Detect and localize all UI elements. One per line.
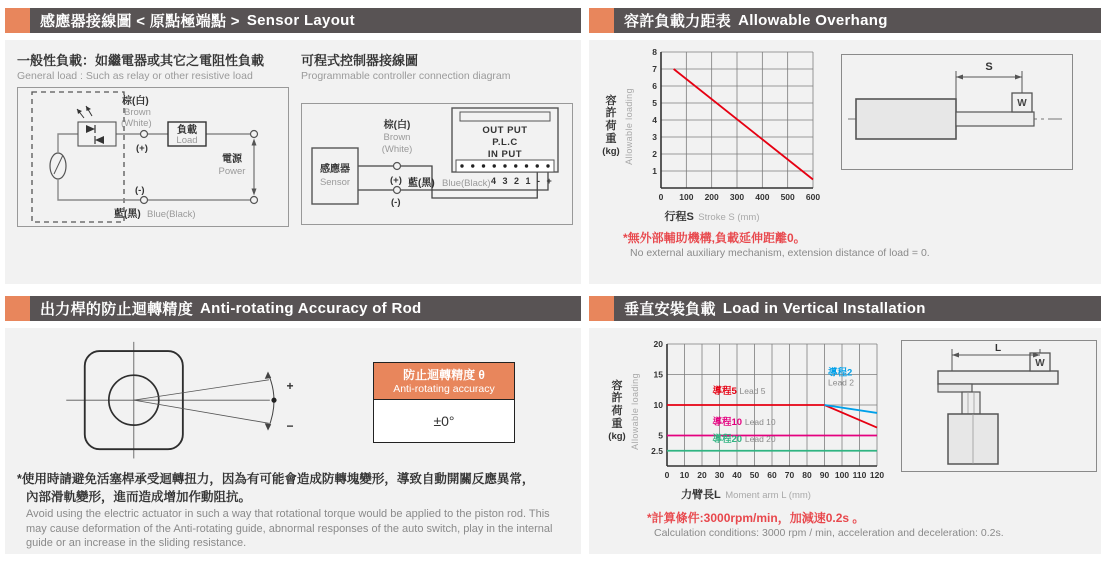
general-load-column: [17, 50, 289, 227]
accuracy-header-zh: 防止迴轉精度 θ: [403, 368, 485, 382]
vertical-ylabel-zh: 容許荷重: [611, 379, 623, 430]
svg-text:0: 0: [664, 470, 670, 480]
svg-text:導程2: 導程2: [828, 367, 853, 379]
section-title-zh: 容許負載力距表: [624, 13, 732, 30]
brown-label-en1: Brown: [383, 132, 411, 143]
general-load-circuit-diagram: [18, 88, 286, 226]
section-title-en: Anti-rotating Accuracy of Rod: [200, 300, 422, 317]
plus-rotation-label: +: [286, 378, 294, 393]
accent-square-icon: [589, 296, 614, 321]
svg-text:500: 500: [780, 192, 795, 202]
svg-text:70: 70: [784, 470, 795, 480]
svg-text:600: 600: [805, 192, 821, 202]
accent-square-icon: [589, 8, 614, 33]
section-header: [589, 8, 1101, 33]
accuracy-value: ±0°: [433, 413, 455, 429]
section-header: [5, 8, 581, 33]
blue-label-zh: 藍(黑): [408, 178, 435, 189]
general-load-heading-en: General load : Such as relay or other resistive load: [17, 70, 253, 82]
anti-note-en: Avoid using the electric actuator in such a way that rotational torque would be applied to the piston rod. This may cause deformation of the Anti-rotating guide, abnormal responses of the auto switch, play in the internal guide or an increase in the sliding resistance.: [26, 508, 553, 550]
accuracy-table-header: [374, 363, 514, 400]
weight-label: W: [1035, 358, 1045, 369]
section-header: [5, 296, 581, 321]
section-title-en: Sensor Layout: [246, 12, 355, 29]
overhang-note-zh: *無外部輔助機構,負載延伸距離0。: [623, 231, 806, 245]
vertical-ylabel-en: Allowable loading: [630, 372, 640, 450]
section-sensor-layout: [5, 8, 581, 284]
vertical-chart-block: [605, 338, 887, 503]
general-load-circuit-box: [17, 87, 289, 227]
overhang-ylabel-zh: 容許荷重: [605, 94, 617, 145]
brown-label-zh: 棕(白): [383, 120, 411, 131]
overhang-chart: [635, 46, 825, 206]
vertical-figure-box: [901, 340, 1097, 472]
overhang-note: [623, 229, 1101, 259]
load-label-zh: 負載: [177, 125, 197, 136]
svg-text:Lead 10: Lead 10: [744, 417, 776, 428]
svg-text:90: 90: [819, 470, 830, 480]
weight-label: W: [1017, 98, 1027, 109]
anti-rotating-panel: [5, 328, 581, 554]
svg-text:2.5: 2.5: [651, 445, 663, 456]
plc-connection-diagram: [302, 104, 570, 224]
vertical-load-figure: [902, 341, 1095, 470]
anti-rotating-note: [17, 470, 581, 551]
overhang-ylabel-en: Allowable loading: [624, 87, 634, 165]
svg-text:Lead 2: Lead 2: [828, 377, 854, 388]
section-allowable-overhang: [589, 8, 1101, 284]
svg-text:5: 5: [652, 98, 657, 108]
svg-text:30: 30: [714, 470, 725, 480]
svg-text:2: 2: [652, 149, 657, 159]
power-label-zh: 電源: [222, 154, 242, 165]
svg-text:40: 40: [732, 470, 742, 480]
accent-square-icon: [5, 296, 30, 321]
plc-name-label: P.L.C: [492, 137, 518, 148]
sensor-layout-panel: [5, 40, 581, 284]
overhang-panel: [589, 40, 1101, 284]
anti-note-zh-line1: *使用時請避免活塞桿承受迴轉扭力，因為有可能會造成防轉塊變形，導致自動開關反應異常，: [17, 472, 535, 486]
anti-rotating-figure: [31, 340, 331, 464]
plc-circuit-box: [301, 103, 573, 225]
blue-label-en: Blue(Black): [147, 209, 196, 220]
minus-rotation-label: −: [286, 418, 294, 433]
svg-text:0: 0: [658, 192, 664, 202]
anti-rotating-accuracy-table: [373, 362, 515, 443]
brown-label-en2: (White): [121, 118, 152, 129]
vertical-note-zh: *計算條件:3000rpm/min，加減速0.2s 。: [647, 511, 865, 525]
overhang-xlabel: 行程S Stroke S (mm): [664, 211, 760, 223]
svg-text:7: 7: [652, 64, 657, 74]
blue-label-zh: 藍(黑): [114, 209, 141, 220]
section-vertical-load: [589, 296, 1101, 554]
vertical-note-en: Calculation conditions: 3000 rpm / min, acceleration and deceleration: 0.2s.: [654, 527, 1004, 539]
svg-text:1: 1: [652, 166, 657, 176]
svg-text:20: 20: [697, 470, 707, 480]
svg-text:Lead 5: Lead 5: [739, 386, 766, 397]
svg-text:8: 8: [652, 47, 657, 57]
svg-text:導程10: 導程10: [712, 417, 743, 429]
blue-label-en: Blue(Black): [442, 178, 491, 189]
vertical-note: [647, 509, 1101, 539]
vertical-ylabel-unit: (kg): [608, 431, 626, 443]
svg-text:20: 20: [653, 339, 663, 349]
load-label-en: Load: [176, 135, 198, 146]
plc-output-label: OUT PUT: [482, 125, 528, 136]
svg-text:100: 100: [834, 470, 850, 480]
anti-note-zh-line2: 內部滑軌變形，進而造成增加作動阻抗。: [26, 490, 252, 505]
minus-label: (-): [135, 185, 145, 196]
power-label-en: Power: [218, 166, 246, 177]
svg-text:50: 50: [749, 470, 760, 480]
svg-text:10: 10: [653, 400, 663, 410]
svg-text:6: 6: [652, 81, 657, 91]
svg-text:導程5: 導程5: [712, 386, 737, 398]
section-title-zh: 感應器接線圖 < 原點極端點 >: [40, 13, 240, 30]
moment-arm-dimension-label: L: [994, 343, 1002, 354]
brown-label-en1: Brown: [124, 107, 151, 118]
plc-column: [301, 50, 573, 227]
general-load-heading-zh: 一般性負載：如繼電器或其它之電阻性負載: [17, 53, 265, 68]
overhang-figure-box: [841, 54, 1073, 170]
accent-square-icon: [5, 8, 30, 33]
svg-text:400: 400: [755, 192, 770, 202]
overhang-chart-block: [599, 46, 825, 225]
sensor-box-label-zh: 感應器: [320, 164, 350, 175]
vertical-load-chart: [641, 338, 887, 484]
svg-text:200: 200: [704, 192, 719, 202]
svg-text:60: 60: [767, 470, 777, 480]
svg-text:300: 300: [729, 192, 745, 202]
section-anti-rotating: [5, 296, 581, 554]
svg-text:120: 120: [869, 470, 885, 480]
minus-label: (-): [391, 197, 401, 208]
svg-text:導程20: 導程20: [712, 434, 743, 446]
vertical-load-panel: [589, 328, 1101, 554]
sensor-box-label-en: Sensor: [319, 177, 351, 188]
overhang-figure: [842, 55, 1071, 168]
section-title-en: Allowable Overhang: [738, 12, 888, 29]
terminal-numbers-label: 4 3 2 1 - +: [491, 176, 554, 186]
stroke-dimension-label: S: [985, 61, 993, 73]
plus-label: (+): [390, 175, 402, 186]
plus-label: (+): [136, 143, 148, 154]
vertical-xlabel: 力臂長L Moment arm L (mm): [681, 489, 811, 501]
svg-text:4: 4: [652, 115, 657, 125]
svg-text:10: 10: [679, 470, 690, 480]
brown-label-zh: 棕(白): [122, 96, 149, 107]
svg-text:5: 5: [658, 430, 663, 441]
brown-label-en2: (White): [381, 144, 413, 155]
section-header: [589, 296, 1101, 321]
accuracy-header-en: Anti-rotating accuracy: [393, 383, 495, 395]
plc-input-label: IN PUT: [487, 149, 523, 160]
svg-text:110: 110: [852, 470, 867, 480]
section-title-zh: 出力桿的防止迴轉精度: [40, 301, 194, 318]
overhang-ylabel-unit: (kg): [602, 146, 620, 158]
svg-text:80: 80: [802, 470, 812, 480]
plc-heading-zh: 可程式控制器接線圖: [301, 53, 419, 68]
svg-text:100: 100: [679, 192, 694, 202]
plc-heading-en: Programmable controller connection diagram: [301, 70, 511, 82]
section-title-zh: 垂直安裝負載: [624, 301, 716, 318]
svg-text:Lead 20: Lead 20: [744, 434, 776, 445]
svg-text:15: 15: [653, 369, 663, 380]
overhang-note-en: No external auxiliary mechanism, extension distance of load = 0.: [630, 247, 930, 259]
svg-text:3: 3: [652, 132, 657, 142]
section-title-en: Load in Vertical Installation: [722, 300, 926, 317]
